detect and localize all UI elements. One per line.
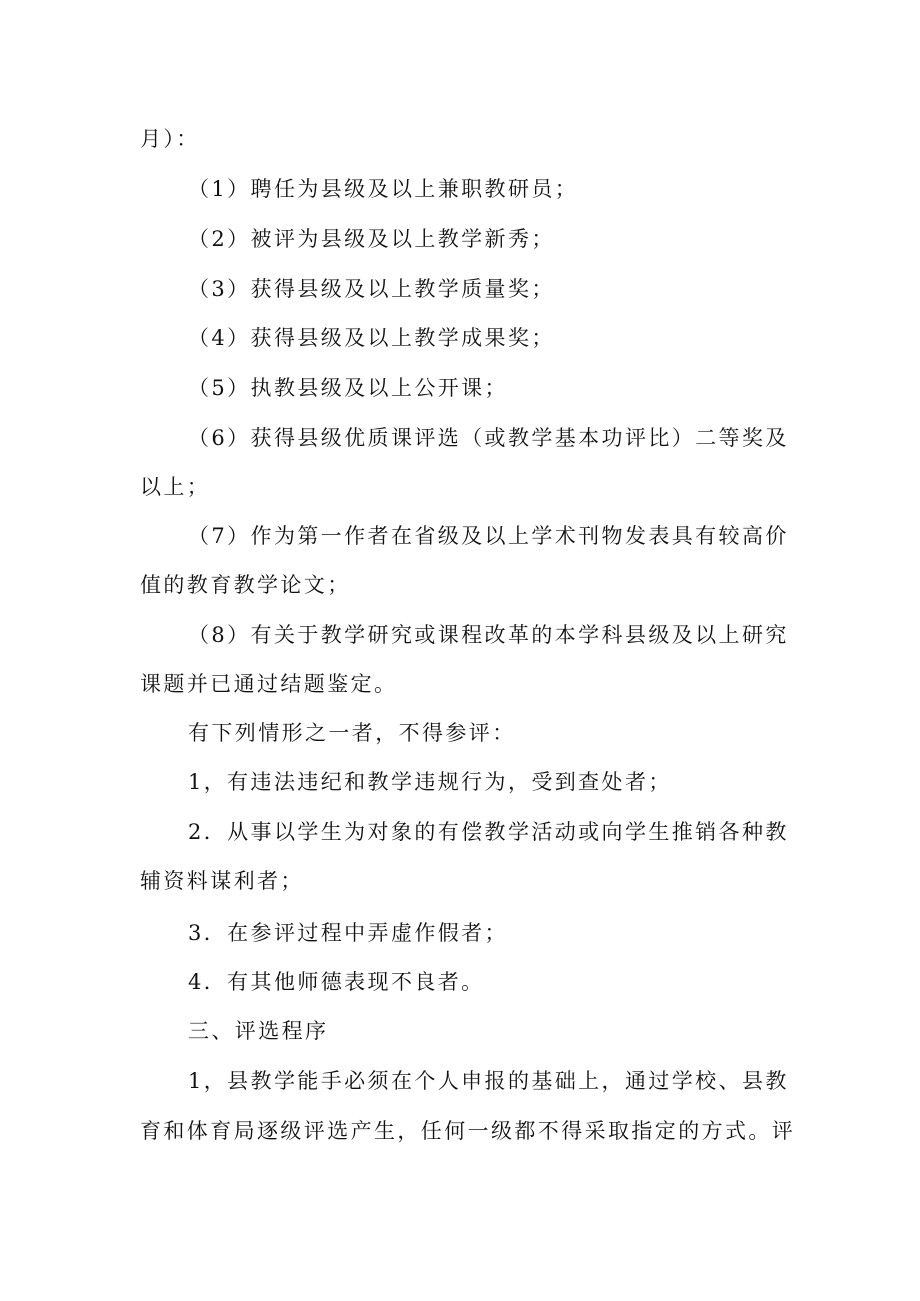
list-item: 4．有其他师德表现不良者。 [188, 970, 485, 994]
text-line: 课题并已通过结题鉴定。 [140, 672, 398, 696]
paragraph: 有下列情形之一者，不得参评： [188, 721, 516, 745]
text-line: 值的教育教学论文； [140, 573, 351, 597]
list-item: （7）作为第一作者在省级及以上学术刊物发表具有较高价 [188, 524, 789, 548]
text-line: 月）： [140, 127, 200, 151]
list-item: （3）获得县级及以上教学质量奖； [188, 277, 555, 301]
list-item: 2．从事以学生为对象的有偿教学活动或向学生推销各种教 [188, 820, 789, 844]
section-heading: 三、评选程序 [188, 1019, 329, 1043]
list-item: 1，有违法违纪和教学违规行为，受到查处者； [188, 770, 672, 794]
text-line: 辅资料谋利者； [140, 869, 304, 893]
list-item: 1，县教学能手必须在个人申报的基础上，通过学校、县教 [188, 1069, 789, 1093]
list-item: （5）执教县级及以上公开课； [188, 376, 508, 400]
text-line: 以上； [140, 475, 211, 499]
list-item: （2）被评为县级及以上教学新秀； [188, 227, 555, 251]
list-item: （1）聘任为县级及以上兼职教研员； [188, 177, 579, 201]
list-item: （6）获得县级优质课评选（或教学基本功评比）二等奖及 [188, 426, 789, 450]
list-item: （8）有关于教学研究或课程改革的本学科县级及以上研究 [188, 623, 789, 647]
list-item: 3．在参评过程中弄虚作假者； [188, 921, 508, 945]
list-item: （4）获得县级及以上教学成果奖； [188, 326, 555, 350]
text-line: 育和体育局逐级评选产生，任何一级都不得采取指定的方式。评 [140, 1119, 796, 1143]
